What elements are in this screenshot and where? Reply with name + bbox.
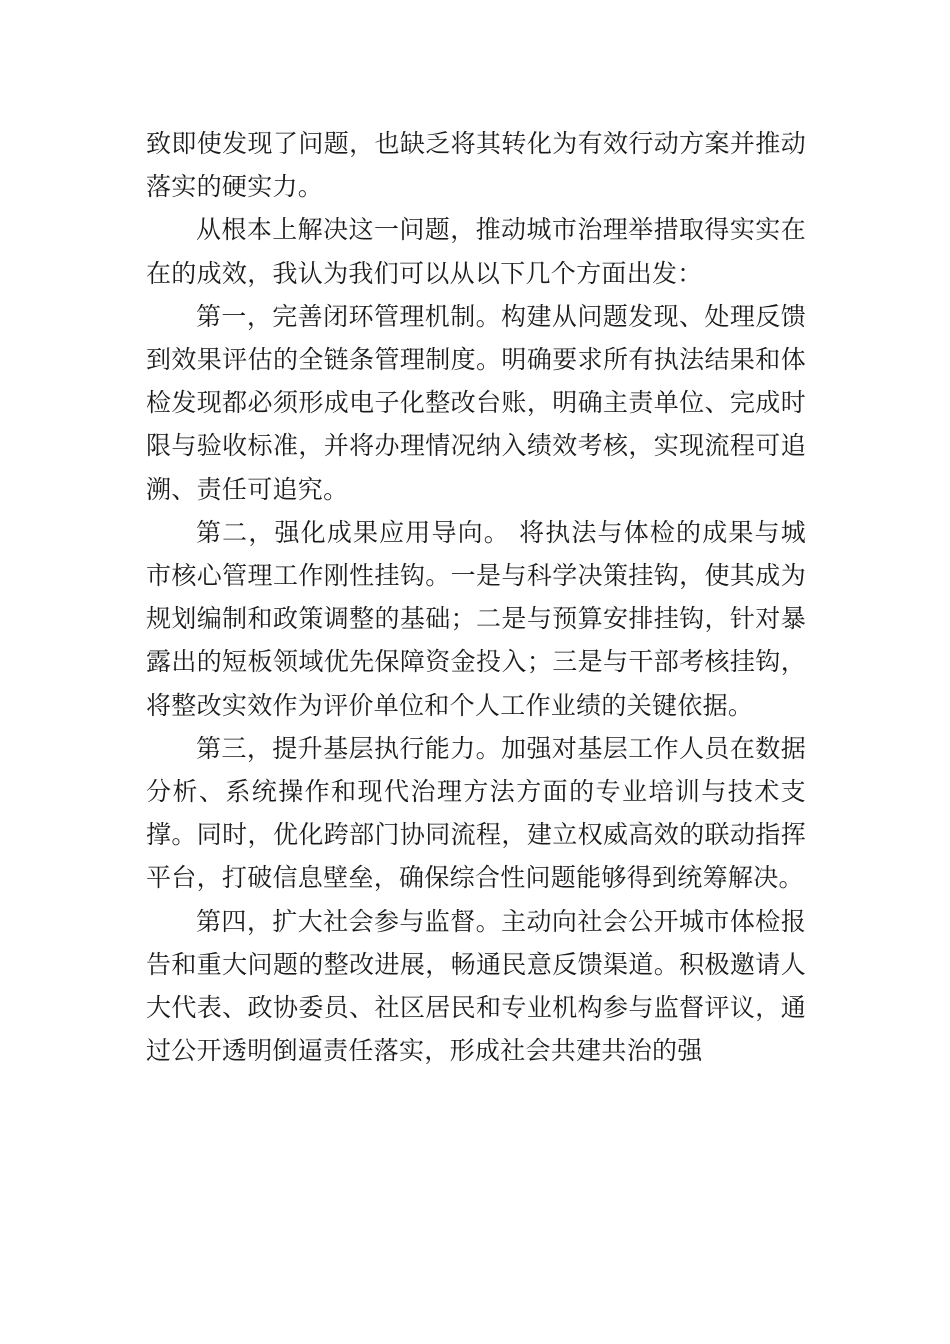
paragraph-point-3: 第三，提升基层执行能力。加强对基层工作人员在数据分析、系统操作和现代治理方法方面的专业培训与技术支撑。同时，优化跨部门协同流程，建立权威高效的联动指挥平台，打破信息壁垒，确保综合性问题能够得到统筹解决。 — [146, 733, 806, 893]
paragraph-intro: 从根本上解决这一问题，推动城市治理举措取得实实在在的成效，我认为我们可以从以下几个方面出发： — [146, 215, 806, 288]
document-body — [146, 122, 806, 1072]
paragraph-point-4: 第四，扩大社会参与监督。主动向社会公开城市体检报告和重大问题的整改进展，畅通民意反馈渠道。积极邀请人大代表、政协委员、社区居民和专业机构参与监督评议，通过公开透明倒逼责任落实，形成社会共建共治的强 — [146, 906, 806, 1066]
paragraph-point-2: 第二，强化成果应用导向。 将执法与体检的成果与城市核心管理工作刚性挂钩。一是与科学决策挂钩，使其成为规划编制和政策调整的基础；二是与预算安排挂钩，针对暴露出的短板领域优先保障资金投入；三是与干部考核挂钩，将整改实效作为评价单位和个人工作业绩的关键依据。 — [146, 517, 806, 720]
paragraph-continuation: 致即使发现了问题，也缺乏将其转化为有效行动方案并推动落实的硬实力。 — [146, 129, 806, 202]
paragraph-point-1: 第一，完善闭环管理机制。构建从问题发现、处理反馈到效果评估的全链条管理制度。明确要求所有执法结果和体检发现都必须形成电子化整改台账，明确主责单位、完成时限与验收标准，并将办理情况纳入绩效考核，实现流程可追溯、责任可追究。 — [146, 301, 806, 504]
